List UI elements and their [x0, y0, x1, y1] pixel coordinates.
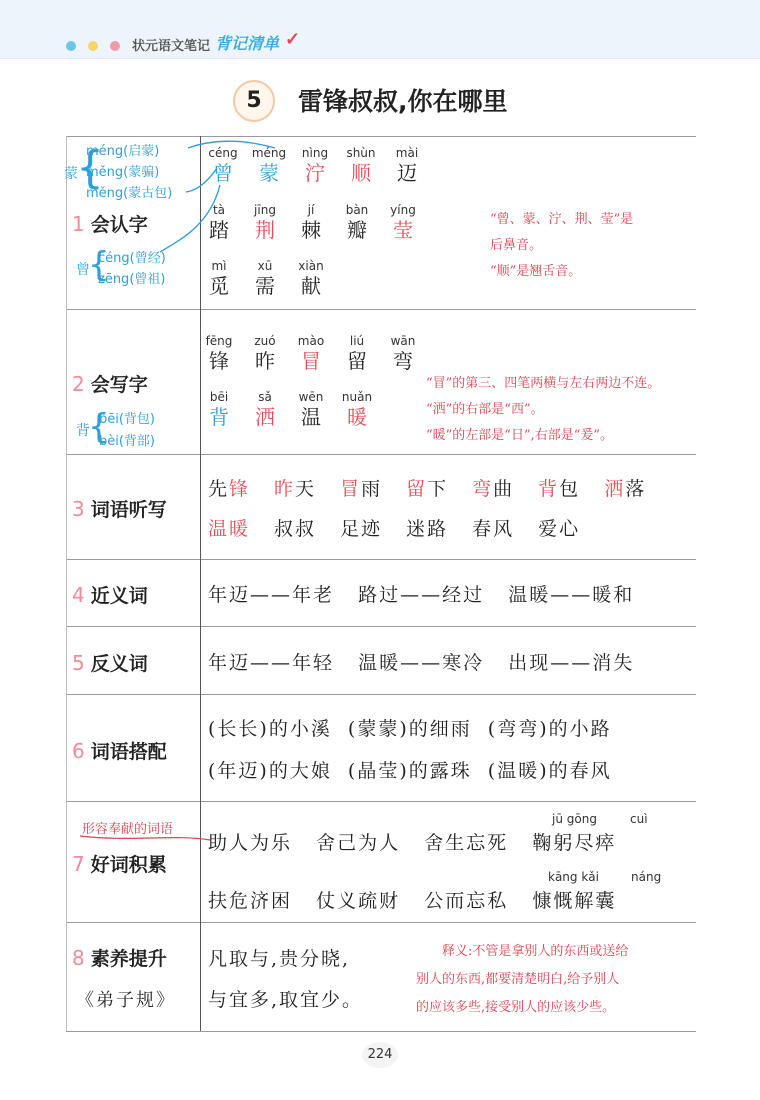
word-char: 爱 [538, 518, 560, 540]
lesson-number: 5 [233, 80, 275, 122]
word-char: 落 [625, 478, 647, 500]
hanzi: 瓣 [347, 218, 367, 242]
row-divider [66, 922, 696, 923]
section-title: 反义词 [90, 653, 148, 675]
word-char: 叔 [295, 518, 317, 540]
pinyin: jí [307, 203, 315, 217]
word-char: 风 [493, 518, 515, 540]
hanzi: 曾 [213, 161, 233, 185]
word-char: 温 [208, 518, 230, 540]
note-text: 后鼻音。 [490, 238, 543, 253]
pinyin-label: jū gōng [552, 812, 597, 826]
section-title: 好词积累 [90, 854, 167, 876]
row-divider [66, 801, 696, 802]
pinyin-char [288, 203, 334, 243]
word-char: 天 [295, 478, 317, 500]
hanzi: 莹 [393, 218, 413, 242]
hanzi: 昨 [255, 349, 275, 373]
collocation-line: (年迈)的大娘 (晶莹)的露珠 (温暖)的春风 [208, 760, 612, 782]
pinyin: zuó [254, 334, 276, 348]
pinyin: yíng [390, 203, 416, 217]
pinyin: nìng [301, 146, 329, 160]
pinyin-char [288, 390, 334, 430]
section-1-label [72, 210, 148, 237]
word-char: 先 [208, 478, 230, 500]
hanzi: 顺 [351, 161, 371, 185]
hanzi: 背 [209, 405, 229, 429]
pinyin-char [196, 259, 242, 299]
hanzi: 迈 [397, 161, 417, 185]
polyphone-reading: měng(蒙古包) [86, 186, 173, 201]
word-char: 春 [472, 518, 494, 540]
hanzi: 留 [347, 349, 367, 373]
section-title: 会认字 [90, 214, 148, 236]
word-char: 洒 [604, 478, 626, 500]
pinyin-char [384, 146, 430, 186]
hanzi: 荆 [255, 218, 275, 242]
pinyin-char [380, 203, 426, 243]
polyphone-char: 背 [76, 423, 90, 439]
section-title: 近义词 [90, 585, 148, 607]
section-number: 2 [72, 372, 85, 396]
classic-line: 与宜多,取宜少。 [208, 989, 364, 1011]
pinyin: tà [212, 203, 226, 217]
section-number: 7 [72, 852, 85, 876]
pinyin: céng [208, 146, 238, 160]
note-text: 的应该多些,接受别人的应该少些。 [416, 1000, 616, 1015]
row-divider [66, 136, 696, 137]
section-number: 3 [72, 497, 85, 521]
dot-blue [66, 41, 76, 51]
pinyin-char [196, 203, 242, 243]
idiom-line: 扶危济困 仗义疏财 公而忘私 慷慨解囊 [208, 890, 617, 912]
section-title: 词语搭配 [90, 741, 167, 763]
dictation-word [406, 478, 448, 500]
note-text: 别人的东西,都要清楚明白,给予别人 [416, 972, 620, 987]
section-number: 5 [72, 651, 85, 675]
dictation-word [340, 518, 382, 540]
pinyin-char [196, 334, 242, 374]
brand-tag: 背记清单 [215, 34, 280, 53]
dictation-line [208, 474, 670, 501]
brace-icon: { [88, 407, 110, 447]
pinyin-char [334, 334, 380, 374]
hanzi: 棘 [301, 218, 321, 242]
dictation-word [208, 518, 250, 540]
pinyin: xū [257, 259, 273, 273]
idiom-line: 助人为乐 舍己为人 舍生忘死 鞠躬尽瘁 [208, 832, 617, 854]
section-6-label [72, 737, 167, 764]
dictation-word [538, 518, 580, 540]
source-title: 《弟子规》 [76, 990, 176, 1011]
lesson-title: 雷锋叔叔,你在哪里 [298, 87, 508, 116]
section-title: 素养提升 [90, 948, 167, 970]
pinyin: shùn [346, 146, 376, 160]
word-char: 路 [427, 518, 449, 540]
pinyin: bēi [209, 390, 229, 404]
pinyin: xiàn [298, 259, 324, 273]
pinyin-char [246, 146, 292, 186]
hanzi: 踏 [209, 218, 229, 242]
note-text: “曾、蒙、泞、荆、莹”是 [490, 212, 634, 227]
pinyin: nuǎn [341, 390, 373, 404]
section-8-label [72, 944, 167, 971]
section-title: 会写字 [90, 374, 148, 396]
table-left-border [66, 136, 67, 1031]
pinyin-char [338, 146, 384, 186]
row-divider [66, 694, 696, 695]
section-number: 8 [72, 946, 85, 970]
dictation-word [472, 478, 514, 500]
pinyin: liú [349, 334, 365, 348]
section-number: 1 [72, 212, 85, 236]
hanzi: 温 [301, 405, 321, 429]
side-note: 形容奉献的词语 [82, 822, 174, 837]
pinyin-char [242, 390, 288, 430]
header-bar [0, 0, 760, 59]
section-title: 词语听写 [90, 499, 167, 521]
hanzi: 需 [255, 274, 275, 298]
note-text: “洒”的右部是“西”。 [426, 402, 544, 417]
hanzi: 冒 [301, 349, 321, 373]
pinyin: mào [297, 334, 325, 348]
row-divider [66, 454, 696, 455]
hanzi: 泞 [305, 161, 325, 185]
section-4-label [72, 581, 148, 608]
note-text: “冒”的第三、四笔两横与左右两边不连。 [426, 376, 661, 391]
pinyin-char [200, 146, 246, 186]
pinyin-char [292, 146, 338, 186]
word-char: 足 [340, 518, 362, 540]
section-3-label [72, 495, 167, 522]
collocation-line: (长长)的小溪 (蒙蒙)的细雨 (弯弯)的小路 [208, 718, 612, 740]
row-divider [66, 626, 696, 627]
section-7-label [72, 850, 167, 877]
pinyin: sǎ [258, 390, 272, 404]
pinyin-char [288, 334, 334, 374]
word-char: 迹 [361, 518, 383, 540]
dot-pink [110, 41, 120, 51]
hanzi: 献 [301, 274, 321, 298]
hanzi: 锋 [209, 349, 229, 373]
pinyin: mài [395, 146, 419, 160]
pinyin-char [242, 259, 288, 299]
hanzi: 弯 [393, 349, 413, 373]
hanzi: 蒙 [259, 161, 279, 185]
pinyin-char [196, 390, 242, 430]
polyphone-reading: bèi(背部) [99, 434, 156, 449]
pinyin: mì [211, 259, 227, 273]
section-number: 4 [72, 583, 85, 607]
polyphone-char: 曾 [76, 262, 90, 278]
classic-line: 凡取与,贵分晓, [208, 948, 351, 970]
pinyin-char [288, 259, 334, 299]
word-char: 弯 [472, 478, 494, 500]
pinyin: wān [390, 334, 416, 348]
polyphone-reading: bēi(背包) [99, 412, 156, 427]
polyphone-char: 蒙 [64, 166, 78, 182]
brace-icon: { [88, 245, 110, 285]
dictation-word [274, 478, 316, 500]
pinyin-char [242, 334, 288, 374]
row-divider [66, 559, 696, 560]
pinyin-label: cuì [630, 812, 648, 826]
dictation-word [538, 478, 580, 500]
word-char: 叔 [274, 518, 296, 540]
check-icon: ✓ [285, 29, 301, 50]
pinyin-label: kāng kǎi [548, 870, 599, 884]
section-2-label [72, 370, 148, 397]
word-char: 包 [559, 478, 581, 500]
word-char: 背 [538, 478, 560, 500]
word-char: 下 [427, 478, 449, 500]
brand-name: 状元语文笔记 [132, 39, 211, 54]
dictation-word [406, 518, 448, 540]
word-char: 锋 [229, 478, 251, 500]
dot-yellow [88, 41, 98, 51]
pinyin-char [334, 203, 380, 243]
pinyin-label: náng [631, 870, 662, 884]
synonym-list: 年迈——年老 路过——经过 温暖——暖和 [208, 584, 635, 606]
page-number: 224 [362, 1042, 398, 1068]
word-char: 雨 [361, 478, 383, 500]
pinyin: fēng [205, 334, 233, 348]
word-char: 暖 [229, 518, 251, 540]
dictation-word [604, 478, 646, 500]
note-text: 释义:不管是拿别人的东西或送给 [442, 944, 629, 959]
note-text: “暖”的左部是“日”,右部是“爰”。 [426, 428, 614, 443]
pinyin-char [380, 334, 426, 374]
brace-icon: { [76, 142, 104, 193]
section-number: 6 [72, 739, 85, 763]
pinyin: wēn [298, 390, 324, 404]
hanzi: 洒 [255, 405, 275, 429]
pinyin: méng [251, 146, 287, 160]
dictation-word [340, 478, 382, 500]
pinyin-char [334, 390, 380, 430]
polyphone-reading: céng(曾经) [98, 251, 166, 266]
dictation-word [208, 478, 250, 500]
pinyin: jīng [254, 203, 276, 217]
antonym-list: 年迈——年轻 温暖——寒冷 出现——消失 [208, 652, 635, 674]
section-5-label [72, 649, 148, 676]
row-divider [66, 1031, 696, 1032]
word-char: 迷 [406, 518, 428, 540]
word-char: 心 [559, 518, 581, 540]
note-text: “顺”是翘舌音。 [490, 264, 582, 279]
dictation-word [472, 518, 514, 540]
hanzi: 暖 [347, 405, 367, 429]
dictation-word [274, 518, 316, 540]
hanzi: 觅 [209, 274, 229, 298]
polyphone-reading: zēng(曾祖) [98, 272, 166, 287]
dictation-line [208, 514, 604, 541]
word-char: 昨 [274, 478, 296, 500]
word-char: 曲 [493, 478, 515, 500]
word-char: 留 [406, 478, 428, 500]
pinyin-char [242, 203, 288, 243]
pinyin: bàn [345, 203, 369, 217]
polyphone-reading: měng(蒙骗) [86, 165, 160, 180]
word-char: 冒 [340, 478, 362, 500]
row-divider [66, 309, 696, 310]
polyphone-reading: méng(启蒙) [86, 144, 160, 159]
